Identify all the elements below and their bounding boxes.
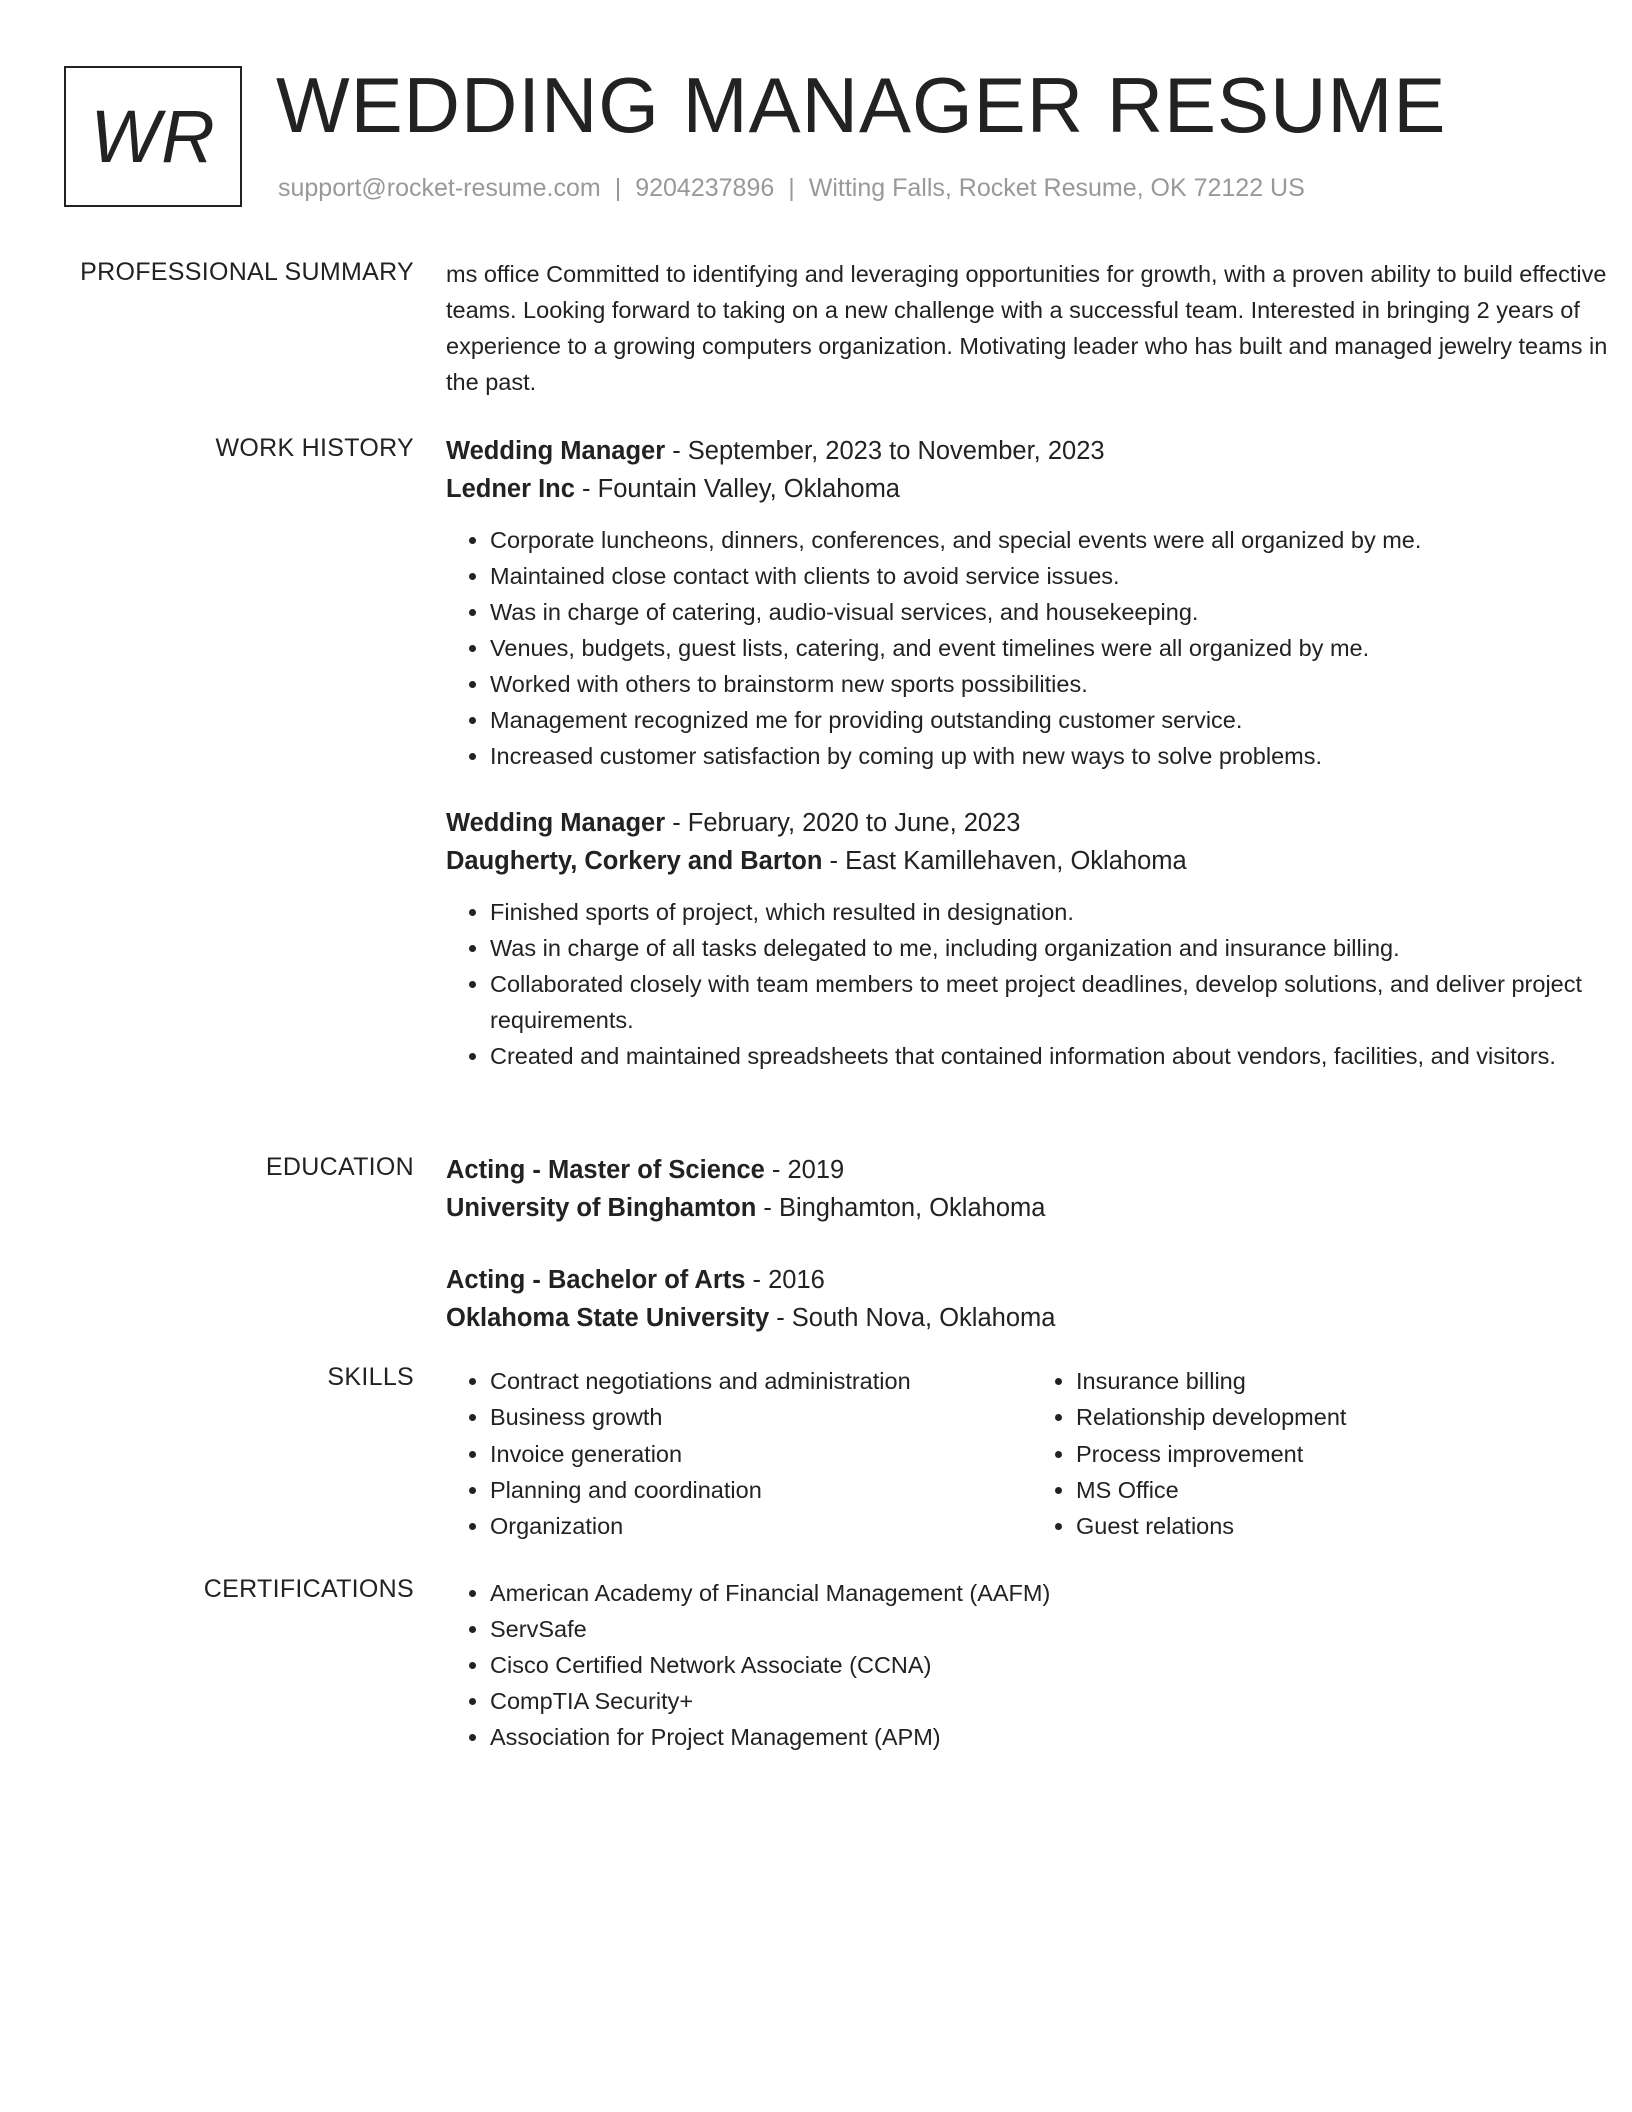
job-bullet: • Was in charge of all tasks delegated to me, including organization and insurance billing. bbox=[490, 930, 1626, 966]
summary-label: PROFESSIONAL SUMMARY bbox=[80, 258, 414, 286]
certification-item: • Association for Project Management (APM) bbox=[490, 1719, 1626, 1755]
job-bullet: • Worked with others to brainstorm new sports possibilities. bbox=[490, 666, 1626, 702]
job-company-line bbox=[446, 470, 1626, 508]
education-school-line bbox=[446, 1299, 1626, 1337]
education-degree-line bbox=[446, 1151, 1626, 1189]
skill-item: • Guest relations bbox=[1076, 1508, 1576, 1544]
education-year: - 2019 bbox=[764, 1156, 845, 1184]
job-location: - East Kamillehaven, Oklahoma bbox=[822, 847, 1187, 875]
work-history-body bbox=[446, 432, 1626, 1074]
job-bullet: • Was in charge of catering, audio-visual services, and housekeeping. bbox=[490, 594, 1626, 630]
certifications-list bbox=[446, 1575, 1626, 1755]
job-location: - Fountain Valley, Oklahoma bbox=[574, 475, 900, 503]
certifications-label: CERTIFICATIONS bbox=[203, 1575, 414, 1603]
skill-item: • MS Office bbox=[1076, 1472, 1576, 1508]
job-bullets bbox=[446, 894, 1626, 1074]
job-bullet: • Venues, budgets, guest lists, catering, and event timelines were all organized by me. bbox=[490, 630, 1626, 666]
education-degree: Acting - Master of Science bbox=[446, 1156, 765, 1184]
contact-phone[interactable]: 9204237896 bbox=[635, 174, 775, 202]
resume-title: WEDDING MANAGER RESUME bbox=[276, 61, 1447, 149]
skill-item: • Contract negotiations and administration bbox=[490, 1363, 990, 1399]
job-bullet: • Corporate luncheons, dinners, conferences, and special events were all organized by me. bbox=[490, 522, 1626, 558]
skill-item: • Insurance billing bbox=[1076, 1363, 1576, 1399]
skill-item: • Relationship development bbox=[1076, 1399, 1576, 1435]
education-degree-line bbox=[446, 1261, 1626, 1299]
job-dates: - September, 2023 to November, 2023 bbox=[665, 437, 1105, 465]
education-school: University of Binghamton bbox=[446, 1194, 757, 1222]
job-title: Wedding Manager bbox=[446, 437, 666, 465]
certification-item: • ServSafe bbox=[490, 1611, 1626, 1647]
certifications-body bbox=[446, 1575, 1626, 1755]
job-title-line bbox=[446, 432, 1626, 470]
job-company: Ledner Inc bbox=[446, 475, 575, 503]
skills-column-right bbox=[1032, 1363, 1576, 1544]
skills-body bbox=[446, 1363, 1626, 1544]
summary-text: ms office Committed to identifying and leveraging opportunities for growth, with a proven ability to build effective teams. Looking forward to taking on a new challenge with a successful team. Interested in bringing 2 years of experience to a growing computers organization. Motivating leader who has built and managed jewelry teams in the past. bbox=[446, 261, 1608, 395]
job-bullet: • Created and maintained spreadsheets that contained information about vendors, facilities, and visitors. bbox=[490, 1038, 1626, 1074]
education-entry bbox=[446, 1151, 1626, 1227]
skill-item: • Organization bbox=[490, 1508, 990, 1544]
contact-separator: | bbox=[614, 174, 622, 202]
skills-label: SKILLS bbox=[327, 1363, 414, 1391]
education-school: Oklahoma State University bbox=[446, 1304, 770, 1332]
contact-email[interactable]: support@rocket-resume.com bbox=[278, 174, 601, 202]
skill-item: • Planning and coordination bbox=[490, 1472, 990, 1508]
job-bullets bbox=[446, 522, 1626, 774]
contact-line bbox=[278, 174, 1305, 203]
resume-header bbox=[64, 61, 1584, 211]
job-bullet: • Finished sports of project, which resulted in designation. bbox=[490, 894, 1626, 930]
certification-item: • Cisco Certified Network Associate (CCNA) bbox=[490, 1647, 1626, 1683]
skill-item: • Invoice generation bbox=[490, 1436, 990, 1472]
skills-column-left bbox=[446, 1363, 990, 1544]
job-entry bbox=[446, 432, 1626, 774]
education-body bbox=[446, 1151, 1626, 1337]
skill-item: • Process improvement bbox=[1076, 1436, 1576, 1472]
contact-separator: | bbox=[788, 174, 795, 202]
contact-address: Witting Falls, Rocket Resume, OK 72122 US bbox=[808, 174, 1305, 202]
certification-item: • American Academy of Financial Management (AAFM) bbox=[490, 1575, 1626, 1611]
job-bullet: • Collaborated closely with team members to meet project deadlines, develop solutions, and deliver project requirements. bbox=[490, 966, 1626, 1038]
work-history-label: WORK HISTORY bbox=[215, 434, 414, 462]
job-dates: - February, 2020 to June, 2023 bbox=[665, 809, 1021, 837]
job-company-line bbox=[446, 842, 1626, 880]
education-label: EDUCATION bbox=[265, 1153, 414, 1181]
job-title-line bbox=[446, 804, 1626, 842]
job-bullet: • Management recognized me for providing outstanding customer service. bbox=[490, 702, 1626, 738]
education-degree: Acting - Bachelor of Arts bbox=[446, 1266, 746, 1294]
monogram-badge: WR bbox=[64, 66, 242, 207]
certification-item: • CompTIA Security+ bbox=[490, 1683, 1626, 1719]
education-location: - South Nova, Oklahoma bbox=[769, 1304, 1056, 1332]
job-title: Wedding Manager bbox=[446, 809, 666, 837]
job-entry bbox=[446, 804, 1626, 1074]
education-year: - 2016 bbox=[745, 1266, 825, 1294]
job-company: Daugherty, Corkery and Barton bbox=[446, 847, 823, 875]
job-bullet: • Increased customer satisfaction by coming up with new ways to solve problems. bbox=[490, 738, 1626, 774]
education-entry bbox=[446, 1261, 1626, 1337]
job-bullet: • Maintained close contact with clients to avoid service issues. bbox=[490, 558, 1626, 594]
education-location: - Binghamton, Oklahoma bbox=[756, 1194, 1046, 1222]
education-school-line bbox=[446, 1189, 1626, 1227]
skill-item: • Business growth bbox=[490, 1399, 990, 1435]
